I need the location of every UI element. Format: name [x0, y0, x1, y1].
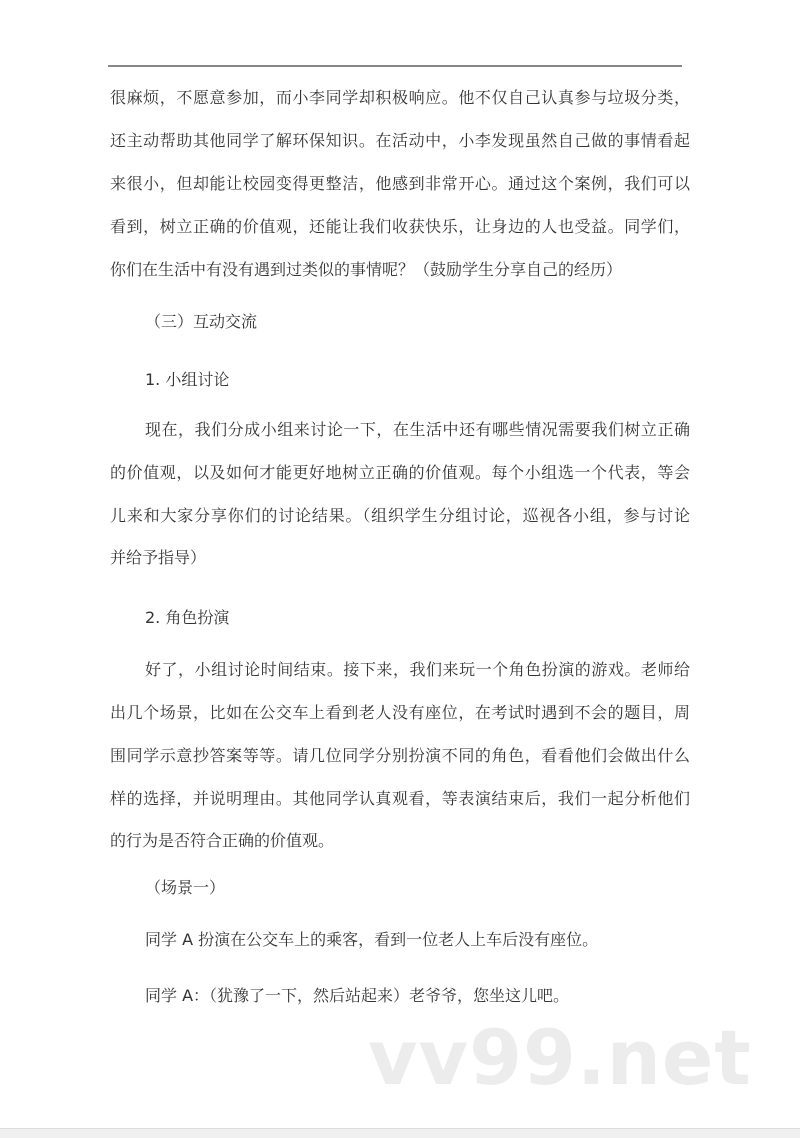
text-line: 围同学示意抄答案等等。请几位同学分别扮演不同的角色，看看他们会做出什么 [110, 746, 690, 765]
text-line: 还主动帮助其他同学了解环保知识。在活动中，小李发现虽然自己做的事情看起 [110, 131, 690, 150]
scene-heading: （场景一） [145, 878, 226, 897]
text-line: 的行为是否符合正确的价值观。 [110, 831, 335, 850]
text-line: 儿来和大家分享你们的讨论结果。（组织学生分组讨论，巡视各小组，参与讨论 [110, 506, 690, 525]
text-line: 现在，我们分成小组来讨论一下，在生活中还有哪些情况需要我们树立正确 [145, 420, 690, 439]
text-line: 的价值观，以及如何才能更好地树立正确的价值观。每个小组选一个代表，等会 [110, 463, 690, 482]
section-heading: （三）互动交流 [145, 312, 258, 331]
text-line: 很麻烦，不愿意参加，而小李同学却积极响应。他不仅自己认真参与垃圾分类， [110, 88, 690, 107]
scene-dialogue: 同学 A：（犹豫了一下，然后站起来）老爷爷，您坐这儿吧。 [145, 986, 570, 1005]
scene-description: 同学 A 扮演在公交车上的乘客，看到一位老人上车后没有座位。 [145, 930, 599, 949]
text-line: 并给予指导） [110, 548, 207, 567]
text-line: 看到，树立正确的价值观，还能让我们收获快乐，让身边的人也受益。同学们， [110, 217, 690, 236]
text-line: 好了，小组讨论时间结束。接下来，我们来玩一个角色扮演的游戏。老师给 [145, 660, 690, 679]
text-line: 样的选择，并说明理由。其他同学认真观看，等表演结束后，我们一起分析他们 [110, 789, 690, 808]
subsection-heading: 2. 角色扮演 [145, 608, 230, 627]
text-line: 来很小，但却能让校园变得更整洁，他感到非常开心。通过这个案例，我们可以 [110, 174, 690, 193]
text-line: 你们在生活中有没有遇到过类似的事情呢？（鼓励学生分享自己的经历） [110, 260, 623, 279]
header-rule [108, 65, 682, 67]
text-line: 出几个场景，比如在公交车上看到老人没有座位，在考试时遇到不会的题目，周 [110, 703, 690, 722]
subsection-heading: 1. 小组讨论 [145, 370, 230, 389]
watermark: vv99.net [368, 1013, 752, 1102]
